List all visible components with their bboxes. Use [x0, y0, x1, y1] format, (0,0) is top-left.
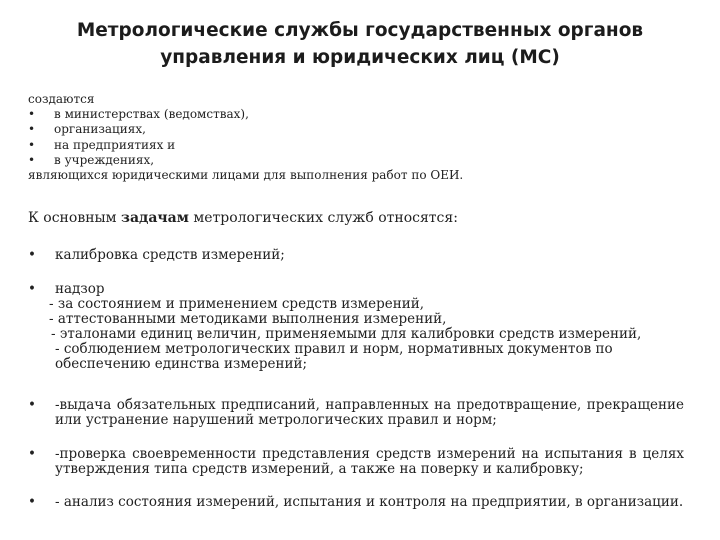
intro-bullet	[28, 122, 463, 137]
intro-bullet	[28, 153, 463, 168]
task-subline: - аттестованными методиками выполнения измерений,	[49, 311, 447, 327]
tasks-heading-bold: задачам	[121, 210, 189, 226]
tasks-heading	[28, 209, 458, 227]
tasks-heading-after: метрологических служб относятся:	[188, 210, 458, 226]
bullet-icon: •	[28, 446, 36, 462]
tasks-heading-before: К основным	[28, 210, 122, 226]
task-text: - анализ состояния измерений, испытания и контроля на предприятии, в организации.	[55, 494, 684, 510]
task-text: -выдача обязательных предписаний, направленных на предотвращение, прекращение или устранение нарушений метрологических правил и норм;	[55, 397, 684, 428]
intro-lead: создаются	[28, 92, 95, 106]
task-text: надзор	[55, 281, 105, 297]
intro-bullet	[28, 107, 463, 122]
task-text: калибровка средств измерений;	[55, 247, 285, 263]
bullet-icon: •	[28, 494, 36, 510]
task-text: -проверка своевременности представления средств измерений на испытания в целях утверждения типа средств измерений, а также на поверку и калибровку;	[55, 446, 684, 477]
bullet-icon: •	[28, 122, 36, 137]
task-subline: обеспечению единства измерений;	[55, 356, 308, 372]
task-subline: - эталонами единиц величин, применяемыми для калибровки средств измерений,	[51, 326, 642, 342]
intro-block	[28, 92, 463, 183]
bullet-icon: •	[28, 137, 36, 152]
intro-tail: являющихся юридическими лицами для выполнения работ по ОЕИ.	[28, 168, 464, 183]
bullet-icon: •	[28, 152, 36, 167]
intro-bullet-text: в министерствах (ведомствах),	[54, 107, 249, 122]
task-subline: - за состоянием и применением средств измерений,	[49, 296, 425, 312]
task-item	[28, 398, 684, 428]
intro-bullet-text: в учреждениях,	[54, 152, 155, 167]
title-line-2: управления и юридических лиц (МС)	[160, 47, 560, 68]
task-item	[28, 495, 684, 510]
title-line-1: Метрологические службы государственных органов	[76, 20, 644, 41]
bullet-icon: •	[28, 247, 36, 263]
task-item	[28, 282, 684, 372]
bullet-icon: •	[28, 397, 36, 413]
task-item	[28, 248, 684, 263]
page-title	[40, 17, 680, 71]
task-item	[28, 447, 684, 477]
task-subline: - соблюдением метрологических правил и норм, нормативных документов по	[55, 341, 613, 357]
bullet-icon: •	[28, 107, 36, 122]
intro-bullet-text: на предприятиях и	[54, 137, 176, 152]
intro-bullet-text: организациях,	[54, 122, 146, 137]
intro-bullet	[28, 138, 463, 153]
bullet-icon: •	[28, 281, 36, 297]
